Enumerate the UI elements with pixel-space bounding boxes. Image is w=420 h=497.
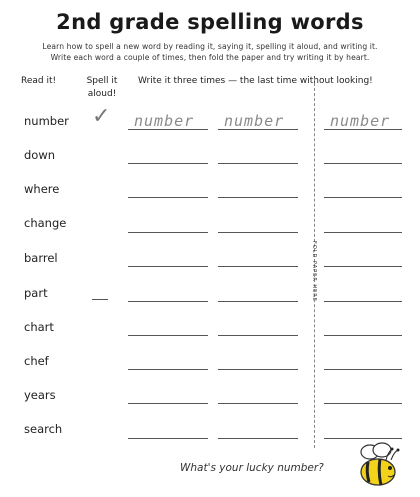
writing-line — [128, 301, 208, 302]
header-read-it: Read it! — [21, 76, 57, 86]
word-barrel: barrel — [24, 251, 58, 265]
writing-line — [128, 129, 208, 130]
writing-line — [324, 438, 402, 439]
instructions-line-2: Write each word a couple of times, then fold the paper and try writing it by heart. — [50, 53, 370, 62]
header-spell-line1: Spell it — [86, 76, 118, 86]
writing-line — [324, 301, 402, 302]
instructions-line-1: Learn how to spell a new word by reading it, saying it, spelling it aloud, and writing it. — [42, 42, 378, 51]
word-where: where — [24, 182, 60, 196]
fold-label: FOLD PAPER HERE — [311, 241, 317, 302]
writing-line — [128, 335, 208, 336]
example-written-2: number — [224, 112, 285, 130]
header-write-it: Write it three times — the last time without looking! — [138, 76, 373, 86]
writing-line — [324, 266, 402, 267]
writing-line — [128, 163, 208, 164]
writing-line — [218, 163, 298, 164]
writing-line — [218, 301, 298, 302]
writing-line — [128, 438, 208, 439]
writing-line — [324, 129, 402, 130]
writing-line — [218, 266, 298, 267]
word-number: number — [24, 114, 69, 128]
writing-line — [128, 403, 208, 404]
word-part: part — [24, 286, 48, 300]
writing-line — [218, 129, 298, 130]
word-years: years — [24, 388, 56, 402]
writing-line — [218, 369, 298, 370]
word-chef: chef — [24, 354, 49, 368]
spell-mark — [92, 299, 108, 300]
writing-line — [128, 197, 208, 198]
writing-line — [218, 403, 298, 404]
word-change: change — [24, 216, 67, 230]
writing-line — [324, 403, 402, 404]
word-down: down — [24, 148, 56, 162]
lucky-number-prompt: What's your lucky number? — [180, 462, 324, 474]
writing-line — [324, 335, 402, 336]
check-icon: ✓ — [92, 104, 111, 129]
writing-line — [324, 163, 402, 164]
writing-line — [128, 232, 208, 233]
writing-line — [324, 232, 402, 233]
header-spell-it — [82, 75, 122, 101]
writing-line — [128, 266, 208, 267]
writing-line — [218, 232, 298, 233]
writing-line — [324, 197, 402, 198]
word-search: search — [24, 422, 63, 436]
writing-line — [128, 369, 208, 370]
word-chart: chart — [24, 320, 54, 334]
header-spell-line2: aloud! — [87, 89, 117, 99]
example-written-3: number — [330, 112, 391, 130]
writing-line — [218, 438, 298, 439]
writing-line — [218, 197, 298, 198]
writing-line — [218, 335, 298, 336]
page-title: 2nd grade spelling words — [56, 10, 364, 34]
example-written-1: number — [134, 112, 195, 130]
bee-icon — [350, 440, 406, 494]
writing-line — [324, 369, 402, 370]
